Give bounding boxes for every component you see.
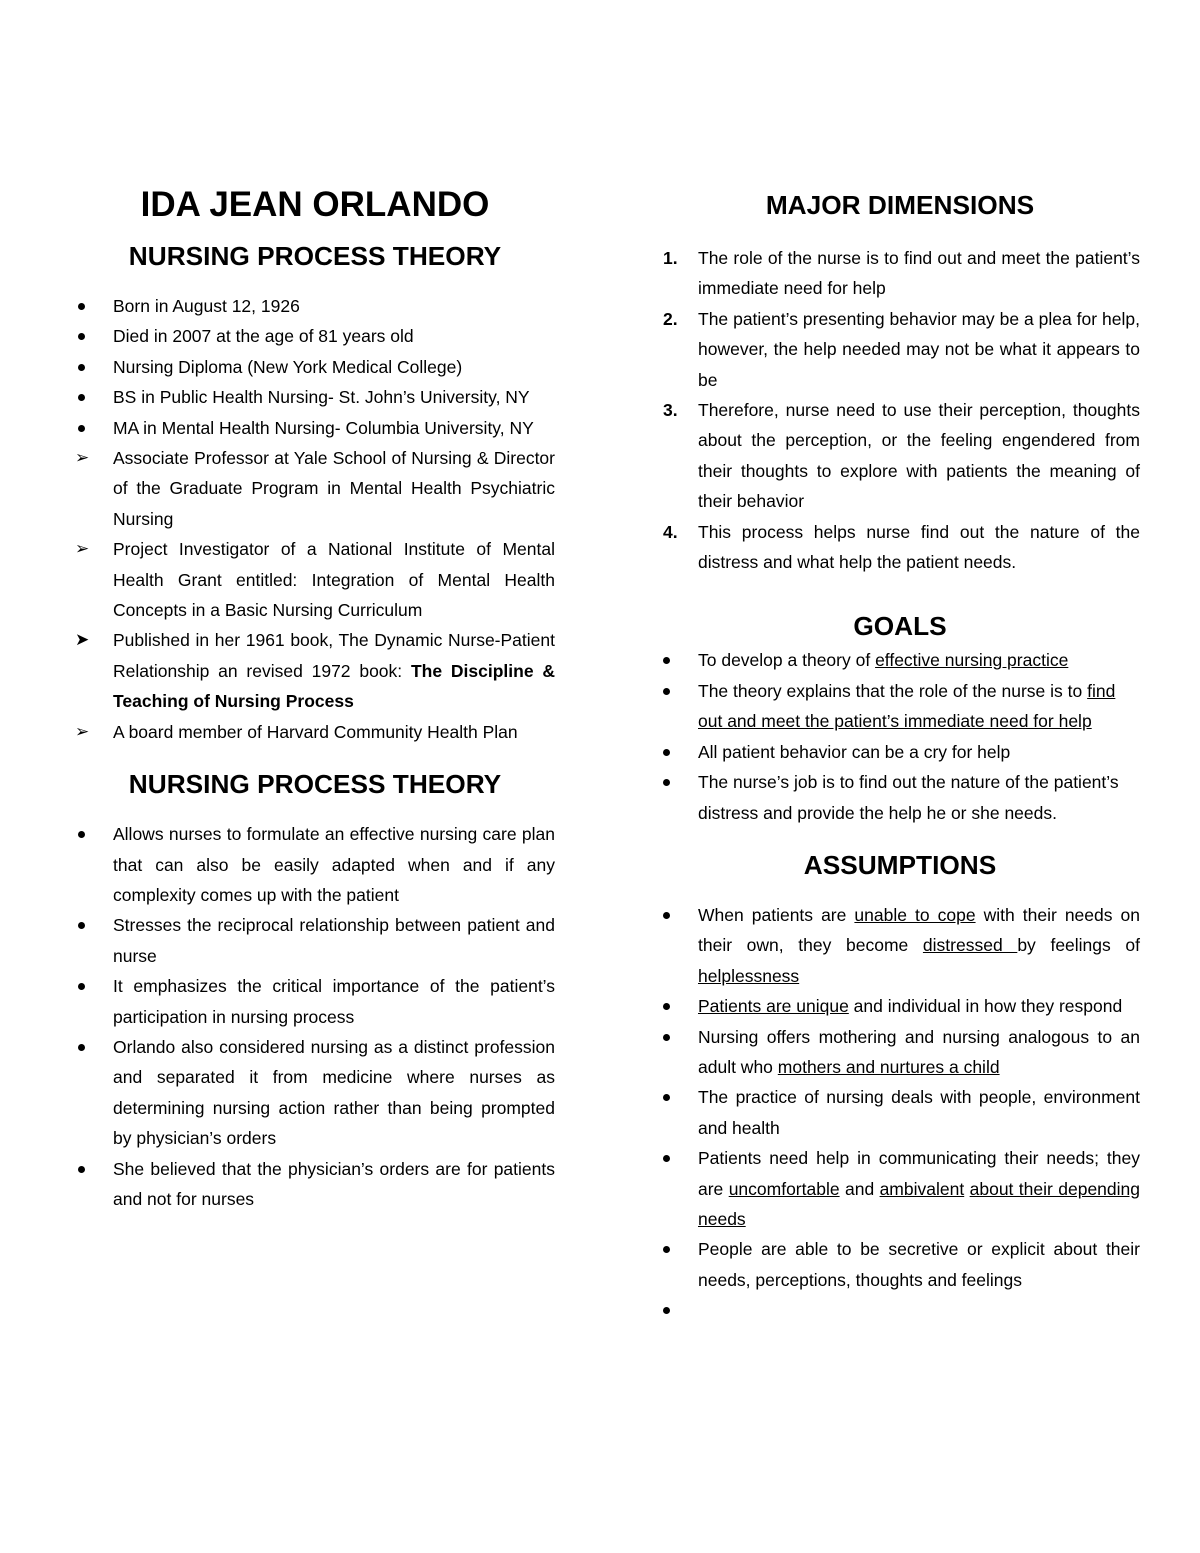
section-heading-theory: NURSING PROCESS THEORY [128, 241, 502, 271]
list-item: Born in August 12, 1926 [113, 296, 300, 316]
list-item: BS in Public Health Nursing- St. John’s University, NY [113, 387, 530, 408]
list-item: Died in 2007 at the age of 81 years old [113, 326, 414, 347]
arrow-bullet-icon: ➤ [75, 630, 90, 650]
list-item: Stresses the reciprocal relationship between patient and nurse [113, 915, 555, 966]
list-item: To develop a theory of effective nursing practice [698, 650, 1069, 671]
right-column [660, 192, 1140, 1326]
list-item: People are able to be secretive or explicit about their needs, perceptions, thoughts and feelings [698, 1239, 1140, 1290]
list-item: 1. The role of the nurse is to find out and meet the patient’s immediate need for help [663, 248, 1140, 299]
list-item: Nursing offers mothering and nursing analogous to an adult who mothers and nurtures a child [698, 1026, 1140, 1077]
goals-list [660, 645, 1140, 827]
document-title: IDA JEAN ORLANDO [140, 185, 490, 224]
arrow-bullet-icon: ➢ [75, 448, 90, 468]
list-item: 2. The patient’s presenting behavior may be a plea for help, however, the help needed may not be what it appears to be [663, 308, 1140, 390]
list-item: 3. Therefore, nurse need to use their perception, thoughts about the perception, or the feeling engendered from their thoughts to explore with patients the meaning of their behavior [663, 400, 1140, 512]
assumptions-list [660, 900, 1140, 1326]
section-heading-theory-2: NURSING PROCESS THEORY [128, 769, 502, 800]
section-heading-goals: GOALS [853, 611, 947, 642]
list-item: ➢ A board member of Harvard Community Health Plan [75, 717, 555, 747]
list-item-empty [660, 1295, 1140, 1325]
list-item: The theory explains that the role of the nurse is to find out and meet the patient’s immediate need for help [698, 680, 1116, 732]
section-heading-dimensions: MAJOR DIMENSIONS [765, 190, 1035, 220]
list-item: Allows nurses to formulate an effective nursing care plan that can also be easily adapted when and if any complexity comes up with the patient [113, 824, 555, 905]
list-item: The practice of nursing deals with people, environment and health [698, 1087, 1140, 1138]
section-heading-assumptions: ASSUMPTIONS [803, 849, 997, 880]
arrow-bullet-icon: ➢ [75, 721, 90, 741]
list-item: ➢ Associate Professor at Yale School of Nursing & Director of the Graduate Program in Mental Health Psychiatric Nursing [75, 443, 555, 534]
list-item: 4. This process helps nurse find out the nature of the distress and what help the patient needs. [663, 521, 1140, 573]
list-item: It emphasizes the critical importance of the patient’s participation in nursing process [113, 976, 555, 1027]
list-item: She believed that the physician’s orders are for patients and not for nurses [113, 1158, 555, 1209]
book-title: The Discipline & Teaching of Nursing Process [113, 660, 555, 712]
list-item: MA in Mental Health Nursing- Columbia University, NY [113, 417, 534, 438]
theory-list [75, 819, 555, 1214]
list-item: Patients are unique and individual in how they respond [698, 996, 1123, 1017]
left-column [75, 185, 555, 1214]
dimensions-list [660, 243, 1140, 577]
bio-list [75, 291, 555, 747]
list-item: When patients are unable to cope with their needs on their own, they become distressed by feelings of helplessness [698, 904, 1141, 986]
list-item: ➢ Project Investigator of a National Institute of Mental Health Grant entitled: Integration of Mental Health Concepts in a Basic Nursing Curriculum [75, 534, 555, 625]
arrow-bullet-icon: ➢ [75, 539, 90, 559]
list-item: The nurse’s job is to find out the nature of the patient’s distress and provide the help he or she needs. [698, 772, 1119, 823]
list-item: ➤ Published in her 1961 book, The Dynamic Nurse-Patient Relationship an revised 1972 book: The Discipline & Teaching of Nursing Process [75, 625, 555, 716]
list-item: Nursing Diploma (New York Medical College) [113, 356, 463, 377]
list-item: Patients need help in communicating their needs; they are uncomfortable and ambivalent about their depending needs [698, 1148, 1140, 1229]
list-item: Orlando also considered nursing as a distinct profession and separated it from medicine where nurses as determining nursing action rather than being prompted by physician’s orders [113, 1036, 555, 1149]
list-item: All patient behavior can be a cry for help [698, 741, 1011, 762]
